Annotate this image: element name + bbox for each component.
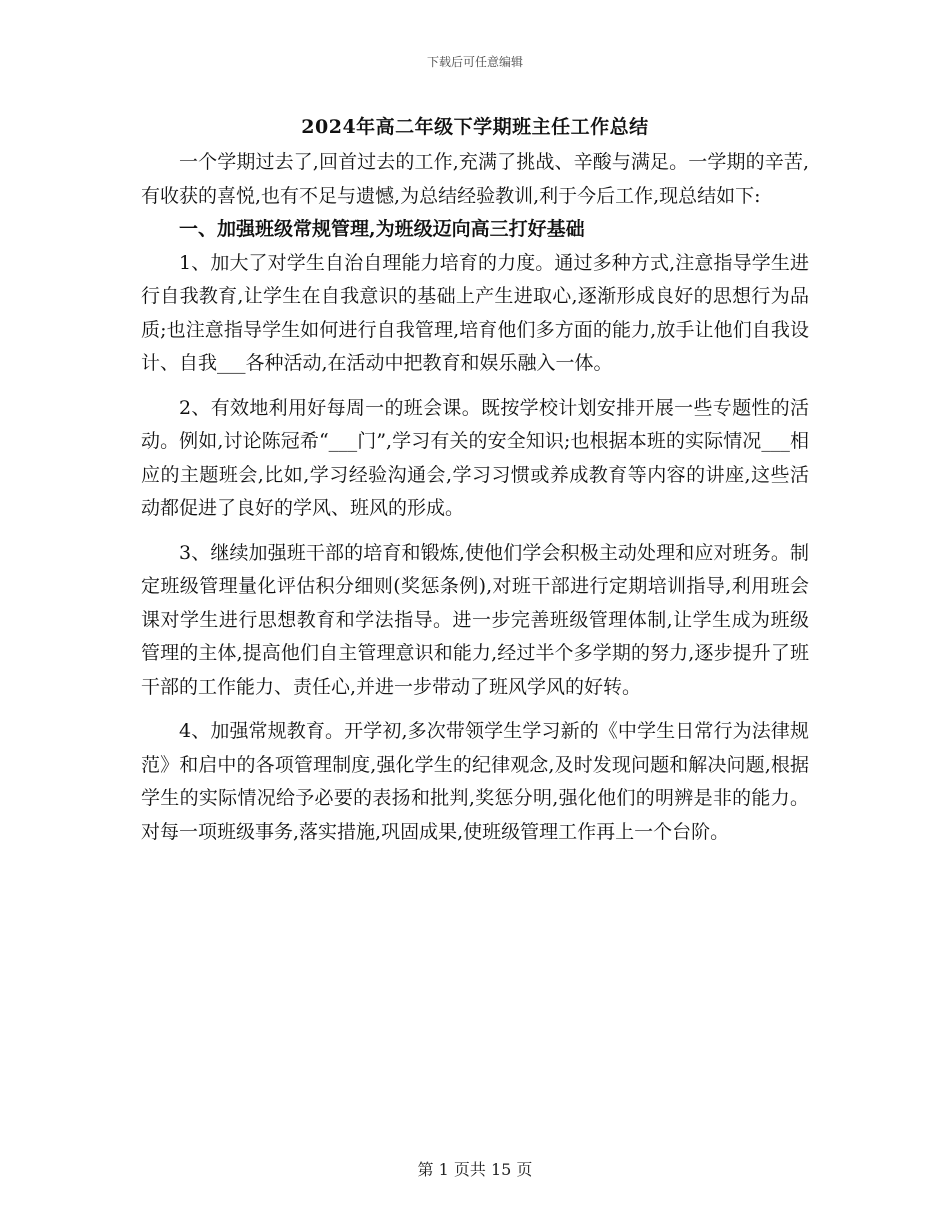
paragraph-2: 2、有效地利用好每周一的班会课。既按学校计划安排开展一些专题性的活动。例如,讨论陈冠希“___门”,学习有关的安全知识;也根据本班的实际情况___相应的主题班会,比如,学习经验沟通会,学习习惯或养成教育等内容的讲座,这些活动都促进了良好的学风、班风的形成。 [141,396,809,519]
paragraph-1: 1、加大了对学生自治自理能力培育的力度。通过多种方式,注意指导学生进行自我教育,让学生在自我意识的基础上产生进取心,逐渐形成良好的思想行为品质;也注意指导学生如何进行自我管理,培育他们多方面的能力,放手让他们自我设计、自我___各种活动,在活动中把教育和娱乐融入一体。 [141,251,809,374]
document-title: 2024年高二年级下学期班主任工作总结 [301,116,649,138]
page-number: 第 1 页共 15 页 [417,1160,533,1179]
page-header-note: 下载后可任意编辑 [426,55,523,69]
section-heading: 一、加强班级常规管理,为班级迈向高三打好基础 [179,218,585,240]
intro-paragraph: 一个学期过去了,回首过去的工作,充满了挑战、辛酸与满足。一学期的辛苦,有收获的喜悦,也有不足与遗憾,为总结经验教训,利于今后工作,现总结如下: [141,151,809,207]
document-body [141,146,809,849]
paragraph-3: 3、继续加强班干部的培育和锻炼,使他们学会积极主动处理和应对班务。制定班级管理量化评估积分细则(奖惩条例),对班干部进行定期培训指导,利用班会课对学生进行思想教育和学法指导。进一步完善班级管理体制,让学生成为班级管理的主体,提高他们自主管理意识和能力,经过半个多学期的努力,逐步提升了班干部的工作能力、责任心,并进一步带动了班风学风的好转。 [141,541,809,698]
paragraph-4: 4、加强常规教育。开学初,多次带领学生学习新的《中学生日常行为法律规范》和启中的各项管理制度,强化学生的纪律观念,及时发现问题和解决问题,根据学生的实际情况给予必要的表扬和批判,奖惩分明,强化他们的明辨是非的能力。对每一项班级事务,落实措施,巩固成果,使班级管理工作再上一个台阶。 [141,720,809,843]
